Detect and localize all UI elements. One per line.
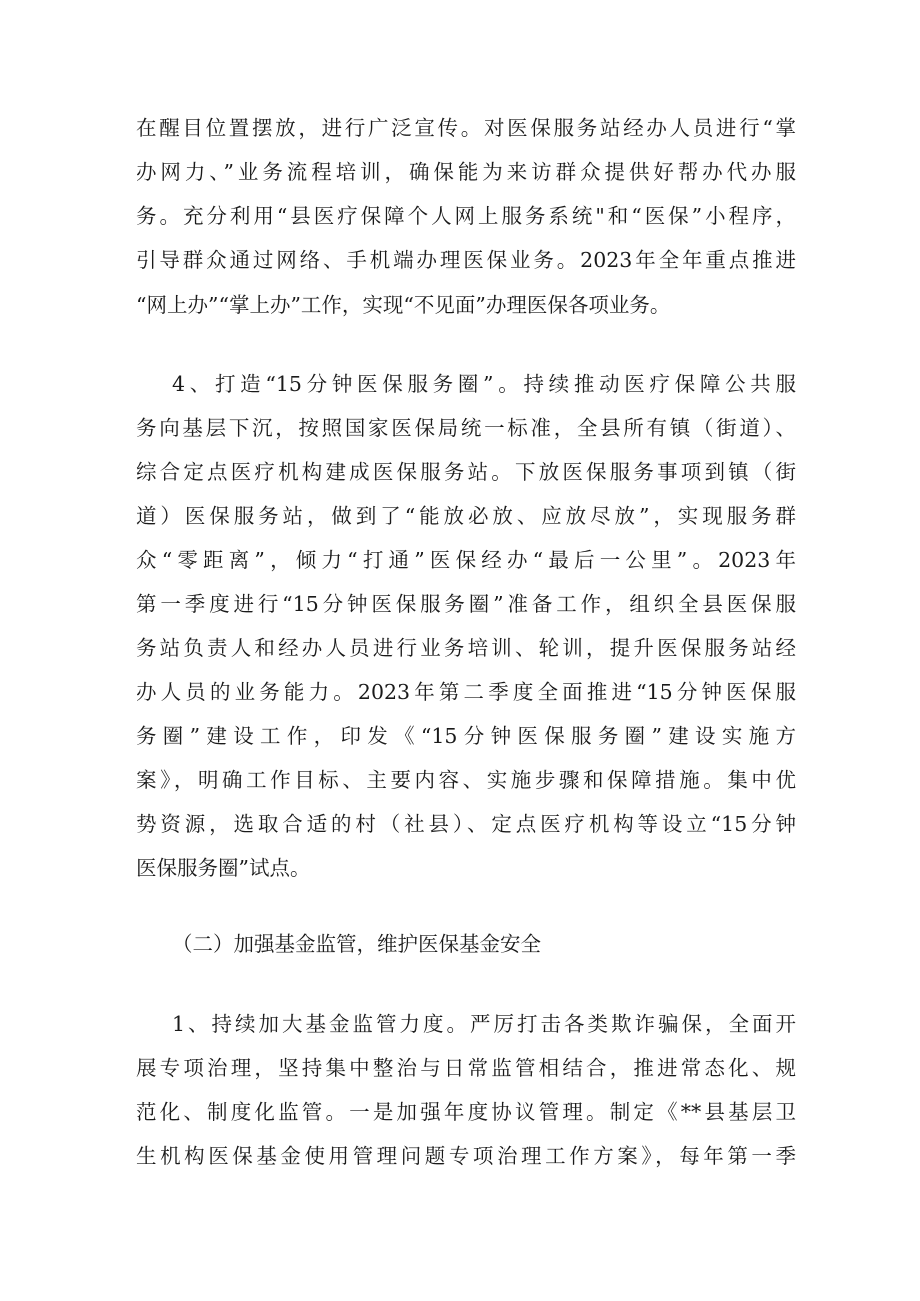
paragraph-line: 综合定点医疗机构建成医保服务站。下放医保服务事项到镇（街	[136, 460, 796, 484]
paragraph-line: 生机构医保基金使用管理问题专项治理工作方案》，每年第一季	[136, 1144, 796, 1168]
paragraph-line: 务站负责人和经办人员进行业务培训、轮训，提升医保服务站经	[136, 636, 796, 660]
paragraph-line: 办人员的业务能力。2023年第二季度全面推进“15分钟医保服	[136, 680, 796, 704]
section-heading: （二）加强基金监管，维护医保基金安全	[172, 932, 541, 956]
paragraph-line: 医保服务圈”试点。	[136, 856, 311, 880]
paragraph-line: 众“零距离”，倾力“打通”医保经办“最后一公里”。2023年	[136, 548, 796, 572]
paragraph-line: 在醒目位置摆放，进行广泛宣传。对医保服务站经办人员进行“掌	[136, 116, 796, 140]
paragraph-line: 道）医保服务站，做到了“能放必放、应放尽放”，实现服务群	[136, 504, 796, 528]
paragraph-line: 务圈”建设工作，印发《“15分钟医保服务圈”建设实施方	[136, 724, 796, 748]
paragraph-line: 务。充分利用“县医疗保障个人网上服务系统"和“医保”小程序，	[136, 204, 796, 228]
paragraph-line: 案》，明确工作目标、主要内容、实施步骤和保障措施。集中优	[136, 768, 796, 792]
paragraph-line: 展专项治理，坚持集中整治与日常监管相结合，推进常态化、规	[136, 1056, 796, 1080]
paragraph-line: 引导群众通过网络、手机端办理医保业务。2023年全年重点推进	[136, 248, 796, 272]
paragraph-line: 办网力、”业务流程培训，确保能为来访群众提供好帮办代办服	[136, 160, 796, 184]
paragraph-line: 第一季度进行“15分钟医保服务圈”准备工作，组织全县医保服	[136, 592, 796, 616]
paragraph-line: 范化、制度化监管。一是加强年度协议管理。制定《**县基层卫	[136, 1100, 796, 1124]
paragraph-line: 4、打造“15分钟医保服务圈”。持续推动医疗保障公共服	[172, 372, 796, 396]
paragraph-line: 势资源，选取合适的村（社县）、定点医疗机构等设立“15分钟	[136, 812, 796, 836]
paragraph-line: “网上办”“掌上办”工作，实现“不见面”办理医保各项业务。	[136, 293, 671, 317]
paragraph-line: 务向基层下沉，按照国家医保局统一标准，全县所有镇（街道）、	[136, 416, 796, 440]
paragraph-line: 1、持续加大基金监管力度。严厉打击各类欺诈骗保，全面开	[172, 1012, 796, 1036]
